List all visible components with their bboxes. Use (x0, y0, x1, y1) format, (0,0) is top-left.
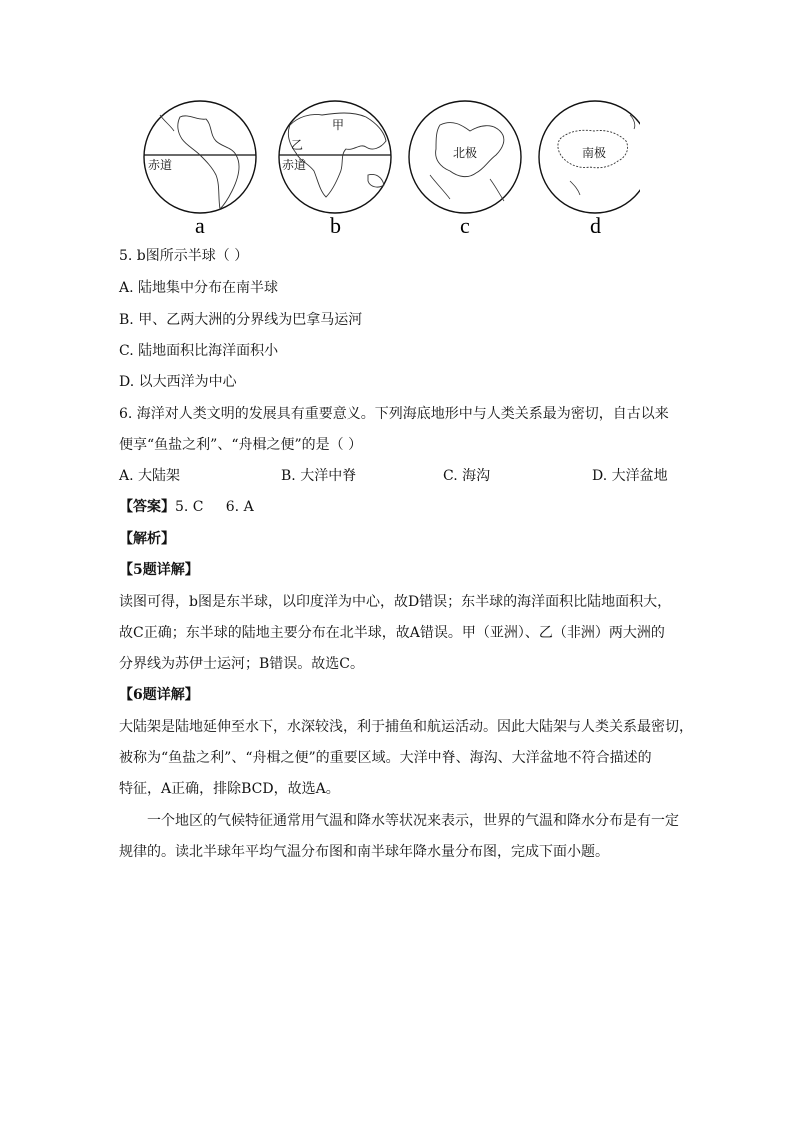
globe-b-yi-marker: 乙 (291, 138, 304, 152)
globe-c-pole-label: 北极 (453, 146, 478, 160)
globe-b (279, 101, 391, 213)
answer-text: 5. C 6. A (175, 499, 254, 515)
hemisphere-figure (140, 95, 640, 240)
q6-option-d: D. 大洋盆地 (592, 468, 668, 484)
globe-a-letter: a (195, 213, 205, 238)
detail-6-title: 【6题详解】 (119, 687, 199, 703)
q5-stem: 5. b图所示半球（ ） (119, 248, 249, 264)
detail-5-line3: 分界线为苏伊士运河；B错误。故选C。 (119, 656, 364, 672)
answer-label: 【答案】 (119, 499, 175, 515)
q6-stem-line2: 便享“鱼盐之利”、“舟楫之便”的是（ ） (119, 437, 363, 453)
detail-6-line3: 特征，A正确，排除BCD，故选A。 (119, 781, 340, 797)
intro-line1: 一个地区的气候特征通常用气温和降水等状况来表示，世界的气温和降水分布是有一定 (147, 813, 679, 829)
q5-option-c: C. 陆地面积比海洋面积小 (119, 343, 279, 359)
detail-6-line1: 大陆架是陆地延伸至水下，水深较浅，利于捕鱼和航运活动。因此大陆架与人类关系最密切， (119, 719, 693, 735)
intro-line2: 规律的。读北半球年平均气温分布图和南半球年降水量分布图，完成下面小题。 (119, 844, 609, 860)
q6-option-a: A. 大陆架 (119, 468, 181, 484)
detail-5-line1: 读图可得，b图是东半球，以印度洋为中心，故D错误；东半球的海洋面积比陆地面积大， (119, 594, 672, 610)
globe-a (144, 101, 256, 213)
q6-option-c: C. 海沟 (443, 468, 491, 484)
globe-c-letter: c (460, 213, 470, 238)
q6-option-b: B. 大洋中脊 (281, 468, 357, 484)
analysis-label: 【解析】 (119, 531, 175, 547)
q5-option-b: B. 甲、乙两大洲的分界线为巴拿马运河 (119, 312, 363, 328)
globe-d-letter: d (590, 213, 601, 238)
globe-c (409, 101, 521, 213)
globe-a-equator-label: 赤道 (148, 158, 173, 172)
answer-row (119, 497, 254, 517)
q5-option-a: A. 陆地集中分布在南半球 (119, 280, 279, 296)
detail-5-line2: 故C正确；东半球的陆地主要分布在北半球，故A错误。甲（亚洲）、乙（非洲）两大洲的 (119, 625, 665, 641)
globe-b-jia-marker: 甲 (332, 118, 345, 132)
q6-stem-line1: 6. 海洋对人类文明的发展具有重要意义。下列海底地形中与人类关系最为密切，自古以来 (119, 406, 669, 422)
globe-d-pole-label: 南极 (582, 146, 607, 160)
globe-d (539, 101, 640, 213)
globe-b-letter: b (330, 213, 341, 238)
q5-option-d: D. 以大西洋为中心 (119, 374, 237, 390)
globe-b-equator-label: 赤道 (282, 158, 307, 172)
detail-6-line2: 被称为“鱼盐之利”、“舟楫之便”的重要区域。大洋中脊、海沟、大洋盆地不符合描述的 (119, 750, 652, 766)
detail-5-title: 【5题详解】 (119, 562, 199, 578)
